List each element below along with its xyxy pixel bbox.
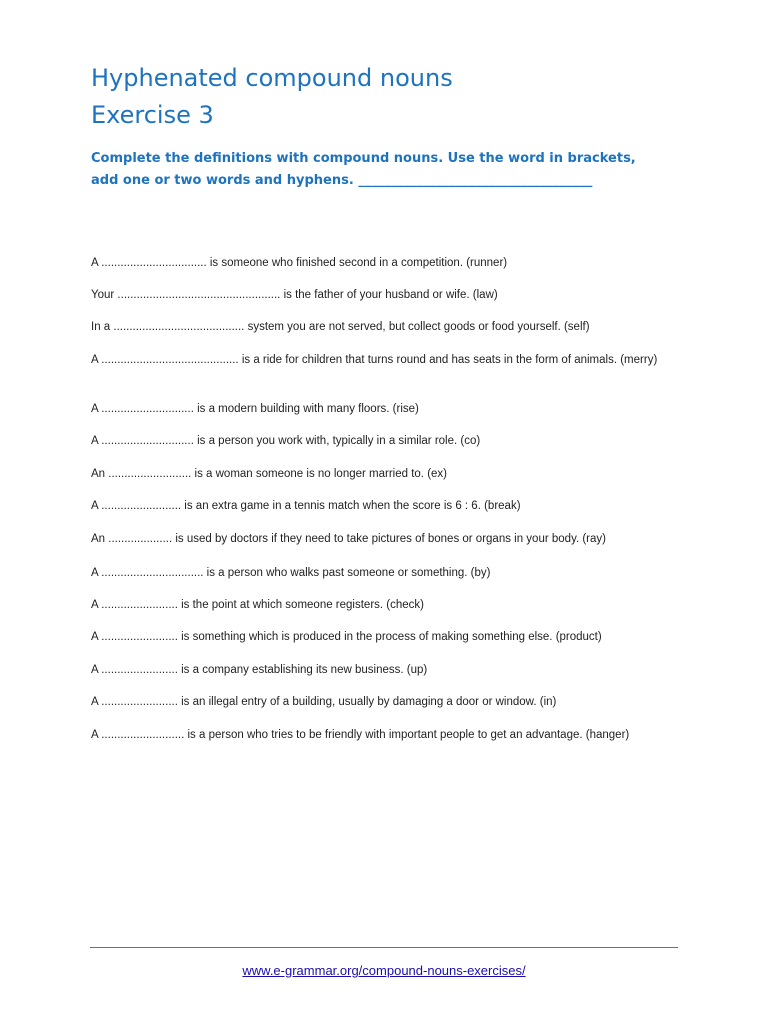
- exercise-sentence-3: In a ......................................... system you are not served, but collect goods or food yourself. (self): [91, 321, 590, 333]
- instructions-line-2: add one or two words and hyphens. ____________________________________: [91, 173, 593, 188]
- exercise-sentence-6: A ............................. is a person you work with, typically in a similar role. (co): [91, 435, 481, 447]
- exercise-sentence-11: A ........................ is the point at which someone registers. (check): [91, 599, 424, 611]
- exercise-sentence-10: A ................................ is a person who walks past someone or something. (by): [91, 567, 491, 579]
- instructions-line-1: Complete the definitions with compound nouns. Use the word in brackets,: [91, 151, 636, 166]
- exercise-sentence-7: An .......................... is a woman someone is no longer married to. (ex): [91, 468, 448, 480]
- exercise-sentence-14: A ........................ is an illegal entry of a building, usually by damaging a door or window. (in): [91, 696, 557, 708]
- exercise-subtitle: Exercise 3: [91, 101, 214, 129]
- exercise-sentence-9: An .................... is used by doctors if they need to take pictures of bones or organs in your body. (ray): [91, 533, 606, 545]
- page-title: Hyphenated compound nouns: [91, 64, 453, 92]
- exercise-sentence-2: Your ................................................... is the father of your husband or wife. (law): [91, 289, 498, 301]
- exercise-sentence-1: A ................................. is someone who finished second in a competition. (runner): [91, 257, 508, 269]
- exercise-sentence-4: A ........................................... is a ride for children that turns round and has seats in the form of animals. (merry): [91, 354, 658, 366]
- exercise-sentence-13: A ........................ is a company establishing its new business. (up): [91, 664, 428, 676]
- exercise-sentence-15: A .......................... is a person who tries to be friendly with important people to get an advantage. (hanger): [91, 729, 630, 741]
- footer-divider: [90, 947, 678, 948]
- exercise-sentence-8: A ......................... is an extra game in a tennis match when the score is 6 : 6. (break): [91, 500, 521, 512]
- footer-website-link[interactable]: www.e-grammar.org/compound-nouns-exercises/: [242, 963, 526, 978]
- exercise-sentence-5: A ............................. is a modern building with many floors. (rise): [91, 403, 419, 415]
- exercise-sentence-12: A ........................ is something which is produced in the process of making something else. (product): [91, 631, 602, 643]
